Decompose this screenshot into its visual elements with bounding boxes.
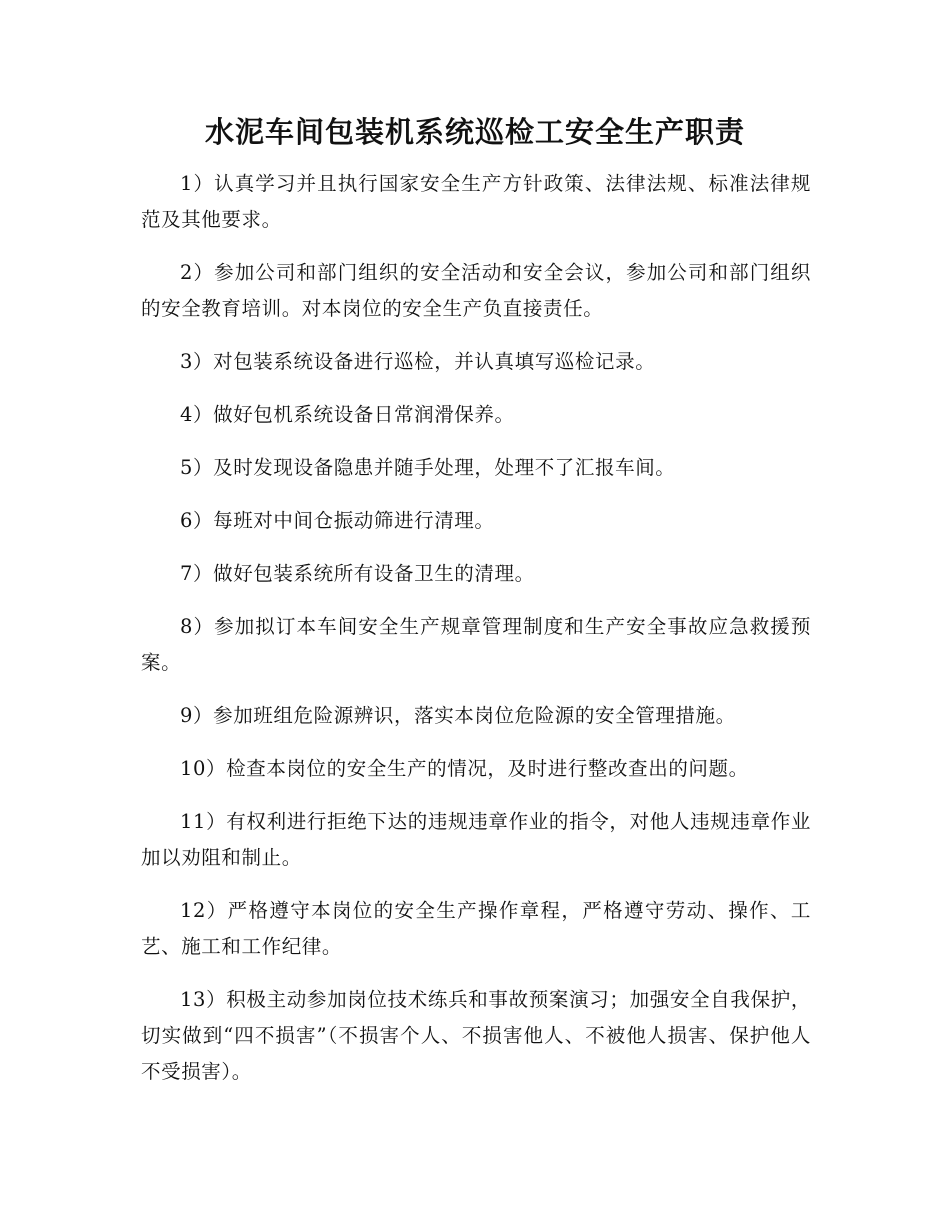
paragraph-10: 10）检查本岗位的安全生产的情况，及时进行整改查出的问题。 [180, 757, 749, 780]
paragraph-8: 8）参加拟订本车间安全生产规章管理制度和生产安全事故应急救援预案。 [141, 615, 811, 674]
paragraph-6: 6）每班对中间仓振动筛进行清理。 [180, 509, 495, 532]
paragraph-13: 13）积极主动参加岗位技术练兵和事故预案演习；加强安全自我保护，切实做到“四不损害”（不损害个人、不损害他人、不被他人损害、保护他人不受损害）。 [141, 988, 811, 1083]
paragraph-5: 5）及时发现设备隐患并随手处理，处理不了汇报车间。 [180, 456, 676, 479]
paragraph-1: 1）认真学习并且执行国家安全生产方针政策、法律法规、标准法律规范及其他要求。 [141, 172, 811, 231]
paragraph-2: 2）参加公司和部门组织的安全活动和安全会议，参加公司和部门组织的安全教育培训。对本岗位的安全生产负直接责任。 [141, 261, 811, 320]
paragraph-3: 3）对包装系统设备进行巡检，并认真填写巡检记录。 [180, 350, 656, 373]
paragraph-9: 9）参加班组危险源辨识，落实本岗位危险源的安全管理措施。 [180, 704, 736, 727]
document-title: 水泥车间包装机系统巡检工安全生产职责 [204, 115, 745, 149]
paragraph-7: 7）做好包装系统所有设备卫生的清理。 [180, 562, 535, 585]
document-body [141, 166, 811, 1107]
paragraph-4: 4）做好包机系统设备日常润滑保养。 [180, 403, 515, 426]
paragraph-12: 12）严格遵守本岗位的安全生产操作章程，严格遵守劳动、操作、工艺、施工和工作纪律。 [141, 899, 811, 958]
paragraph-11: 11）有权利进行拒绝下达的违规违章作业的指令，对他人违规违章作业加以劝阻和制止。 [141, 810, 811, 869]
